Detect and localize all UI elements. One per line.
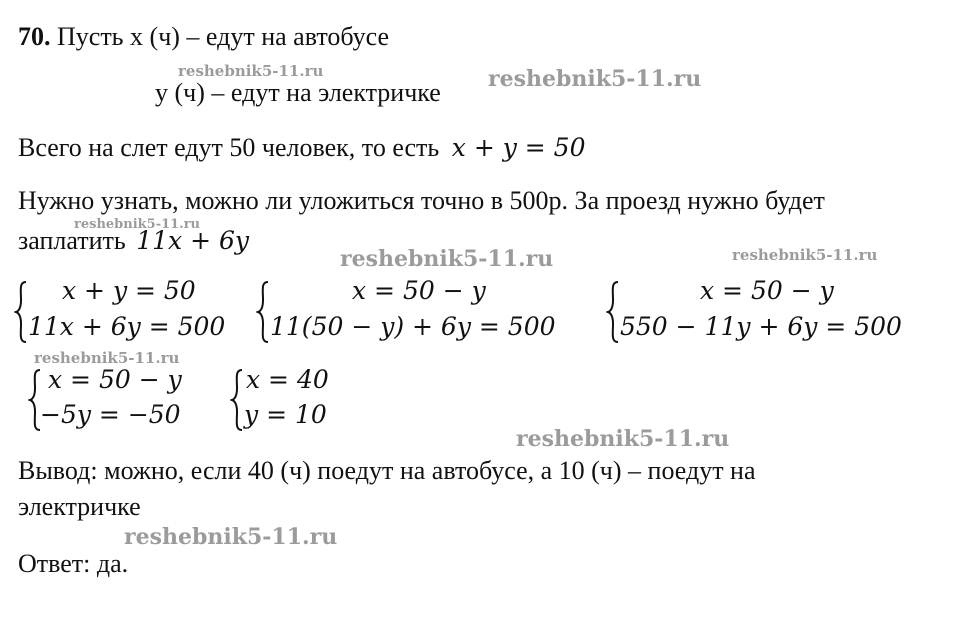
watermark: reshebnik5-11.ru	[178, 62, 324, 80]
watermark: reshebnik5-11.ru	[516, 426, 730, 452]
conclusion-line-1: Вывод: можно, если 40 (ч) поедут на автобусе, а 10 (ч) – поедут на	[18, 456, 756, 485]
statement-cost-text: заплатить	[18, 226, 126, 255]
watermark: reshebnik5-11.ru	[340, 246, 554, 272]
brace-icon	[14, 280, 28, 344]
system-1-eq-2: 11x + 6y = 500	[28, 312, 226, 341]
problem-intro-text: Пусть x (ч) – едут на автобусе	[57, 22, 389, 51]
brace-icon	[230, 368, 244, 432]
statement-total-people	[18, 133, 586, 163]
system-1-eq-1: x + y = 50	[62, 276, 196, 305]
watermark: reshebnik5-11.ru	[124, 524, 338, 550]
conclusion-line-2: электричке	[18, 492, 141, 521]
brace-icon	[606, 280, 620, 344]
watermark: reshebnik5-11.ru	[488, 66, 702, 92]
system-2-eq-1: x = 50 − y	[352, 276, 486, 305]
equation-sum: x + y = 50	[451, 133, 586, 162]
system-4-eq-2: −5y = −50	[40, 400, 181, 429]
watermark: reshebnik5-11.ru	[74, 217, 201, 232]
system-5-eq-1: x = 40	[246, 365, 329, 394]
watermark: reshebnik5-11.ru	[732, 246, 878, 264]
system-5-eq-2: y = 10	[244, 400, 327, 429]
problem-line-2: y (ч) – едут на электричке	[155, 78, 441, 107]
answer-text: Ответ: да.	[18, 549, 129, 578]
system-3-eq-1: x = 50 − y	[700, 276, 834, 305]
system-3-eq-2: 550 − 11y + 6y = 500	[620, 312, 902, 341]
cost-expression: 11x + 6y	[136, 226, 250, 255]
statement-total-text: Всего на слет едут 50 человек, то есть	[18, 133, 440, 162]
statement-cost-line-1: Нужно узнать, можно ли уложиться точно в 500р. За проезд нужно будет	[18, 186, 825, 215]
brace-icon	[256, 280, 270, 344]
problem-line-1	[18, 22, 389, 52]
watermark: reshebnik5-11.ru	[34, 349, 180, 367]
system-2-eq-2: 11(50 − y) + 6y = 500	[270, 312, 556, 341]
system-4-eq-1: x = 50 − y	[48, 365, 182, 394]
problem-number: 70.	[18, 22, 51, 51]
